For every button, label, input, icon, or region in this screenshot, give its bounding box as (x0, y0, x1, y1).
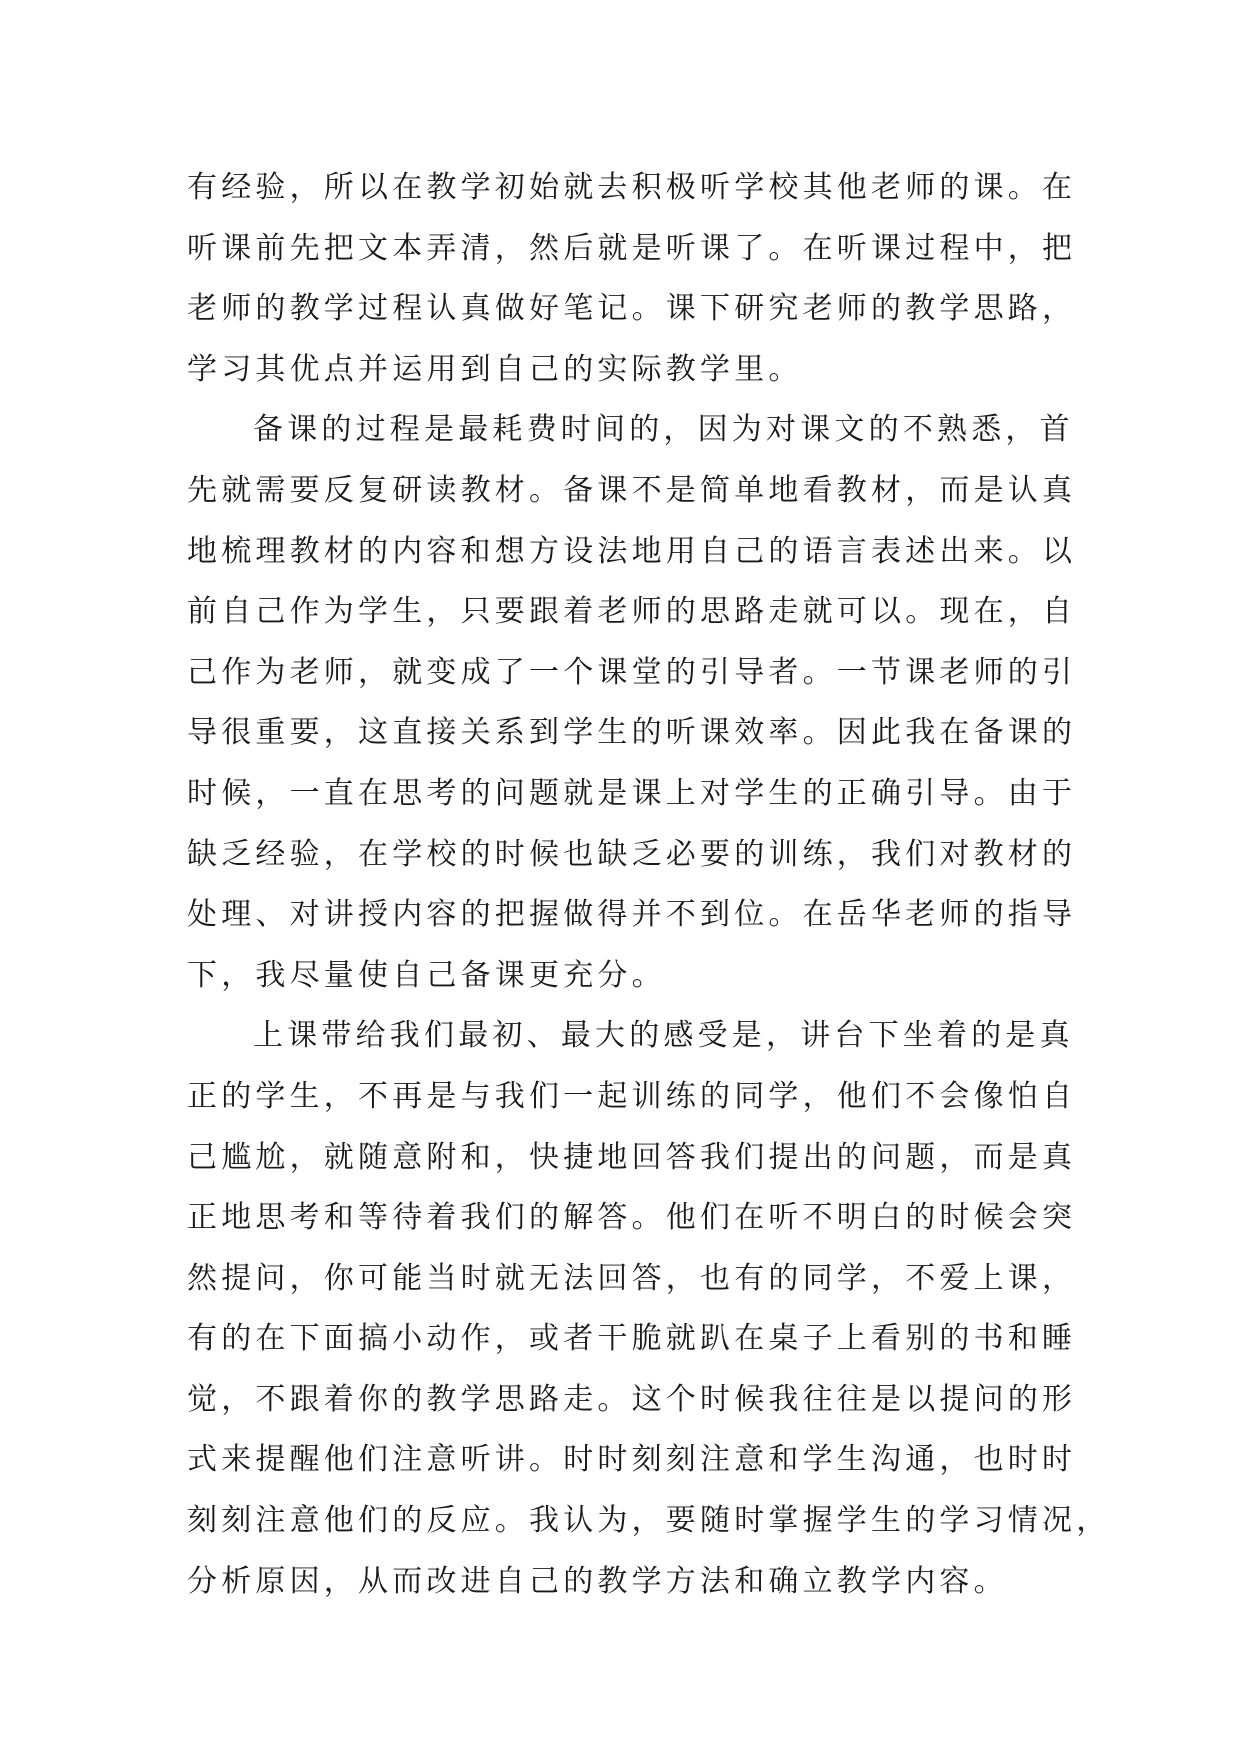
text-line: 老师的教学过程认真做好笔记。课下研究老师的教学思路， (187, 291, 1077, 327)
text-line: 刻刻注意他们的反应。我认为，要随时掌握学生的学习情况， (187, 1503, 1111, 1539)
text-line: 觉，不跟着你的教学思路走。这个时候我往往是以提问的形 (187, 1381, 1077, 1417)
text-line: 己作为老师，就变成了一个课堂的引导者。一节课老师的引 (187, 654, 1077, 690)
text-line: 有的在下面搞小动作，或者干脆就趴在桌子上看别的书和睡 (187, 1321, 1077, 1357)
text-line: 先就需要反复研读教材。备课不是简单地看教材，而是认真 (187, 472, 1077, 508)
text-line: 下，我尽量使自己备课更充分。 (187, 957, 666, 993)
text-line: 前自己作为学生，只要跟着老师的思路走就可以。现在，自 (187, 594, 1077, 630)
text-line: 然提问，你可能当时就无法回答，也有的同学，不爱上课， (187, 1260, 1077, 1296)
text-line: 己尴尬，就随意附和，快捷地回答我们提出的问题，而是真 (187, 1139, 1077, 1175)
text-line: 时候，一直在思考的问题就是课上对学生的正确引导。由于 (187, 775, 1077, 811)
text-line: 听课前先把文本弄清，然后就是听课了。在听课过程中，把 (187, 230, 1077, 266)
text-line: 有经验，所以在教学初始就去积极听学校其他老师的课。在 (187, 170, 1077, 205)
text-line: 正的学生，不再是与我们一起训练的同学，他们不会像怕自 (187, 1078, 1077, 1114)
text-line: 导很重要，这直接关系到学生的听课效率。因此我在备课的 (187, 715, 1077, 751)
text-line: 处理、对讲授内容的把握做得并不到位。在岳华老师的指导 (187, 897, 1077, 933)
text-line: 正地思考和等待着我们的解答。他们在听不明白的时候会突 (187, 1200, 1077, 1236)
text-line: 地梳理教材的内容和想方设法地用自己的语言表述出来。以 (187, 533, 1077, 569)
paragraph-first-line: 备课的过程是最耗费时间的，因为对课文的不熟悉，首 (253, 412, 1074, 448)
text-line: 式来提醒他们注意听讲。时时刻刻注意和学生沟通，也时时 (187, 1442, 1077, 1478)
text-line: 缺乏经验，在学校的时候也缺乏必要的训练，我们对教材的 (187, 836, 1077, 872)
body-text (187, 158, 1111, 1612)
text-line: 分析原因，从而改进自己的教学方法和确立教学内容。 (187, 1563, 1008, 1599)
paragraph-first-line: 上课带给我们最初、最大的感受是，讲台下坐着的是真 (253, 1018, 1074, 1054)
text-line: 学习其优点并运用到自己的实际教学里。 (187, 351, 803, 387)
